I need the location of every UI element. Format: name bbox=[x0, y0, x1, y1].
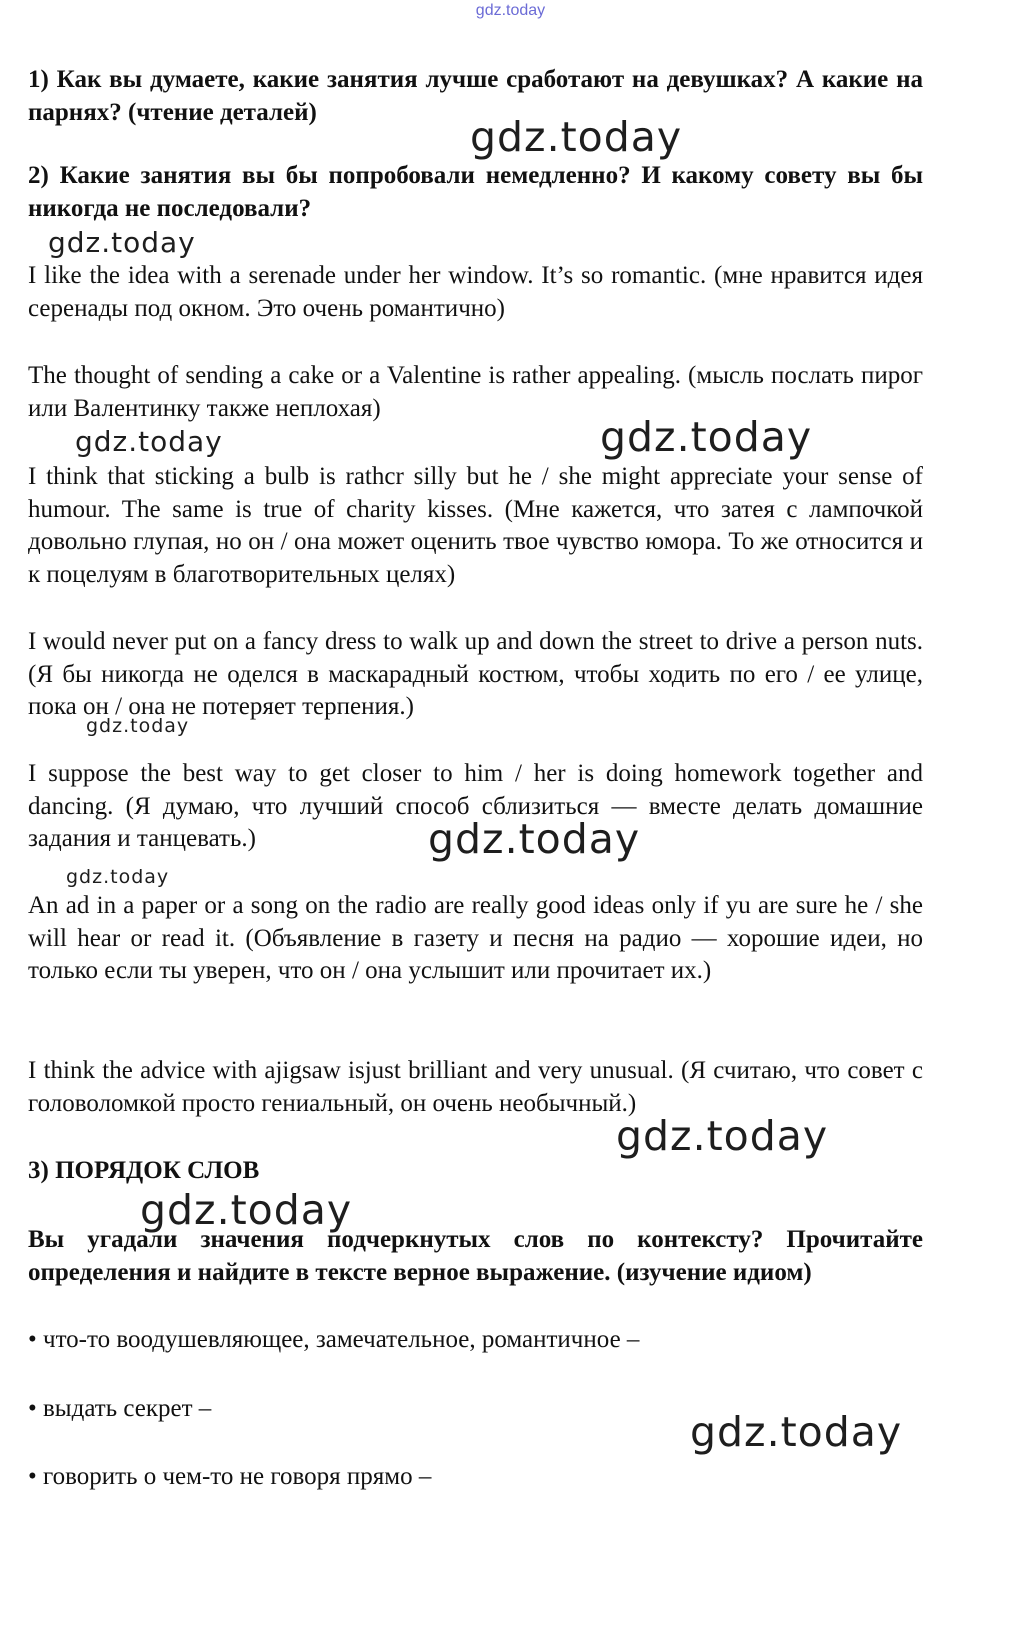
watermark: gdz.today bbox=[86, 715, 190, 737]
watermark: gdz.today bbox=[48, 226, 196, 259]
bullet-item-1: • что-то воодушевляющее, замечательное, романтичное – bbox=[28, 1326, 640, 1353]
answer-paragraph-6: An ad in a paper or a song on the radio are really good ideas only if yu are sure he / she will hear or read it. (Объявление в газету и песня на радио — хорошие идеи, но только если ты уверен, что он / она услышит или прочитает их.) bbox=[28, 892, 923, 984]
watermark: gdz.today bbox=[600, 413, 813, 461]
watermark: gdz.today bbox=[428, 815, 641, 863]
bullet-item-3: • говорить о чем-то не говоря прямо – bbox=[28, 1463, 432, 1490]
question-1: 1) Как вы думаете, какие занятия лучше сработают на девушках? А какие на парнях? (чтение деталей) bbox=[28, 66, 923, 126]
question-2: 2) Какие занятия вы бы попробовали немедленно? И какому совету вы бы никогда не последовали? bbox=[28, 162, 923, 222]
answer-paragraph-4: I would never put on a fancy dress to walk up and down the street to drive a person nuts. (Я бы никогда не оделся в маскарадный костюм, чтобы ходить по его / ее улице, пока он / она не потеряет терпения.) bbox=[28, 628, 923, 720]
answer-paragraph-1: I like the idea with a serenade under her window. It’s so romantic. (мне нравится идея серенады под окном. Это очень романтично) bbox=[28, 262, 923, 322]
watermark: gdz.today bbox=[140, 1186, 353, 1234]
section-3-title: 3) ПОРЯДОК СЛОВ bbox=[28, 1157, 260, 1184]
watermark: gdz.today bbox=[470, 113, 683, 161]
answer-paragraph-2: The thought of sending a cake or a Valentine is rather appealing. (мысль послать пирог или Валентинку также неплохая) bbox=[28, 362, 923, 422]
header-watermark: gdz.today bbox=[475, 2, 546, 19]
answer-paragraph-3: I think that sticking a bulb is rathcr silly but he / she might appreciate your sense of humour. The same is true of charity kisses. (Мне кажется, что затея с лампочкой довольно глупая, но он / она может оценить твое чувство юмора. То же относится и к поцелуям в благотворительных целях) bbox=[28, 463, 923, 588]
answer-paragraph-5: I suppose the best way to get closer to him / her is doing homework together and dancing. (Я думаю, что лучший способ сблизиться — вместе делать домашние задания и танцевать.) bbox=[28, 760, 923, 852]
bullet-item-2: • выдать секрет – bbox=[28, 1395, 212, 1422]
watermark: gdz.today bbox=[690, 1408, 903, 1456]
watermark: gdz.today bbox=[616, 1112, 829, 1160]
answer-paragraph-7: I think the advice with ajigsaw isjust brilliant and very unusual. (Я считаю, что совет с головоломкой просто гениальный, он очень необычный.) bbox=[28, 1057, 923, 1117]
watermark: gdz.today bbox=[75, 425, 223, 458]
section-3-instruction: Вы угадали значения подчеркнутых слов по контексту? Прочитайте определения и найдите в тексте верное выражение. (изучение идиом) bbox=[28, 1226, 923, 1286]
watermark: gdz.today bbox=[66, 866, 170, 888]
